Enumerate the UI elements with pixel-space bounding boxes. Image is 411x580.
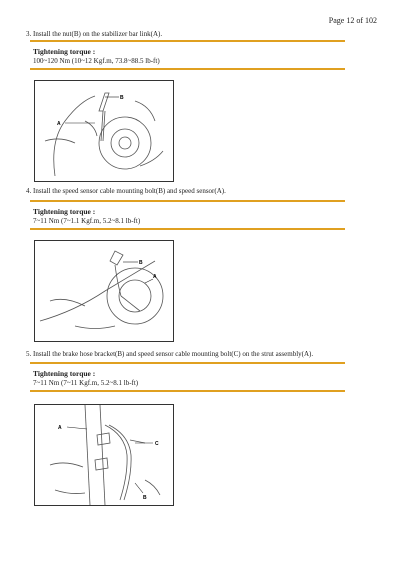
page-number: Page 12 of 102 xyxy=(328,16,377,25)
torque-value: 100~120 Nm (10~12 Kgf.m, 73.8~88.5 lb-ft) xyxy=(33,57,160,65)
stabilizer-link-illustration xyxy=(35,81,173,181)
torque-box-top-rule xyxy=(30,40,345,42)
callout-label: C xyxy=(155,441,159,447)
speed-sensor-illustration xyxy=(35,241,173,341)
callout-label: B xyxy=(143,495,147,501)
step-4-instruction: 4. Install the speed sensor cable mounting bolt(B) and speed sensor(A). xyxy=(26,187,226,195)
callout-label: A xyxy=(153,274,157,280)
step-5-instruction: 5. Install the brake hose bracket(B) and speed sensor cable mounting bolt(C) on the strut assembly(A). xyxy=(26,350,314,358)
callout-label: A xyxy=(58,425,62,431)
torque-box-bottom-rule xyxy=(30,390,345,392)
callout-label: B xyxy=(139,260,143,266)
torque-title: Tightening torque : xyxy=(33,47,96,56)
figure-speed-sensor xyxy=(34,240,174,342)
torque-box-bottom-rule xyxy=(30,228,345,230)
torque-box-step-3 xyxy=(30,40,345,70)
torque-value: 7~11 Nm (7~1.1 Kgf.m, 5.2~8.1 lb-ft) xyxy=(33,217,141,225)
torque-box-step-5 xyxy=(30,362,345,392)
torque-box-top-rule xyxy=(30,200,345,202)
step-3-instruction: 3. Install the nut(B) on the stabilizer bar link(A). xyxy=(26,30,163,38)
torque-title: Tightening torque : xyxy=(33,369,96,378)
callout-label: A xyxy=(57,121,61,127)
torque-value: 7~11 Nm (7~11 Kgf.m, 5.2~8.1 lb-ft) xyxy=(33,379,139,387)
strut-assembly-illustration xyxy=(35,405,173,505)
figure-strut-assembly xyxy=(34,404,174,506)
figure-stabilizer-link xyxy=(34,80,174,182)
torque-title: Tightening torque : xyxy=(33,207,96,216)
callout-label: B xyxy=(120,95,124,101)
torque-box-top-rule xyxy=(30,362,345,364)
torque-box-bottom-rule xyxy=(30,68,345,70)
torque-box-step-4 xyxy=(30,200,345,230)
